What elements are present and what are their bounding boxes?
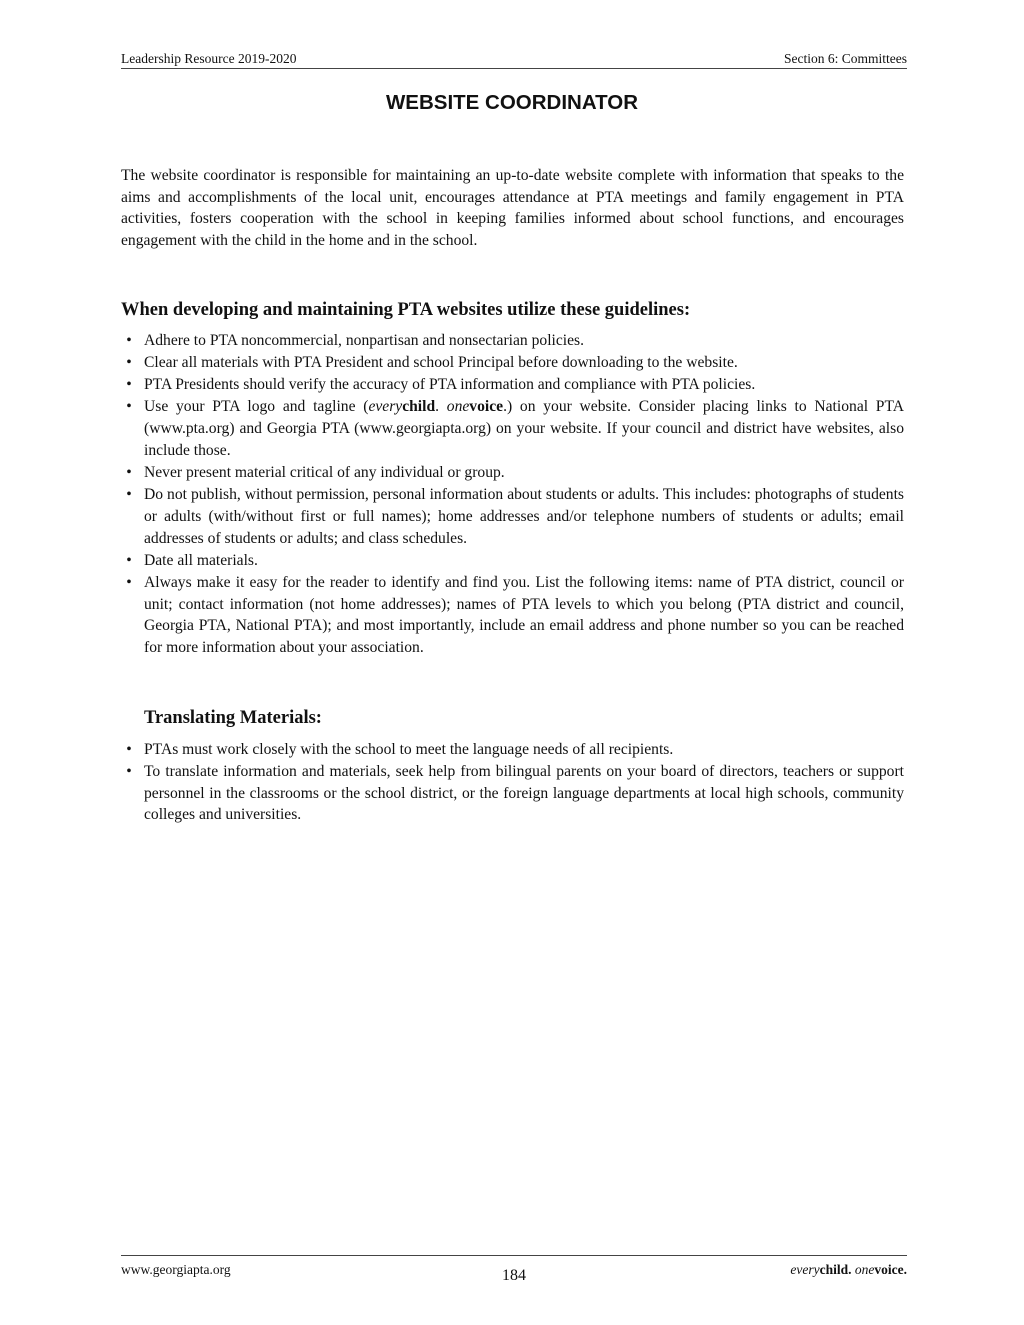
guidelines-list xyxy=(121,330,904,659)
page-number: 184 xyxy=(502,1267,526,1284)
page-title: WEBSITE COORDINATOR xyxy=(385,91,639,114)
list-item-text: Adhere to PTA noncommercial, nonpartisan and nonsectarian policies. xyxy=(144,331,585,349)
bullet-icon: • xyxy=(126,551,132,569)
list-item xyxy=(121,330,904,352)
bullet-icon: • xyxy=(126,740,132,758)
list-item-text: PTAs must work closely with the school to meet the language needs of all recipients. xyxy=(144,740,674,758)
translating-heading: Translating Materials: xyxy=(144,707,322,728)
list-item xyxy=(121,484,904,549)
page-header xyxy=(121,50,907,69)
bullet-icon: • xyxy=(126,354,132,372)
list-item xyxy=(121,462,904,484)
tagline-child: child xyxy=(402,398,436,416)
intro-paragraph: The website coordinator is responsible for maintaining an up-to-date website complete with information that speaks to the aims and accomplishments of the local unit, encourages attendance at PTA meetings and family engagement in PTA activities, fosters cooperation with the school in keeping families informed about school functions, and encourages engagement with the child in the home and in the school. xyxy=(121,167,904,250)
page-content xyxy=(121,165,904,827)
list-item xyxy=(121,374,904,396)
footer-tagline-one: one xyxy=(854,1262,875,1277)
list-item xyxy=(121,352,904,374)
translating-list xyxy=(121,739,904,826)
list-item-text: Clear all materials with PTA President and school Principal before downloading to the website. xyxy=(144,354,738,372)
list-item xyxy=(121,739,904,761)
list-item xyxy=(121,572,904,659)
list-item xyxy=(121,761,904,826)
list-item-text xyxy=(144,398,904,458)
list-item-text: Do not publish, without permission, personal information about students or adults. This includes: photographs of students or adults (with/without first or full names); home addresses and/or telephone numbers of students or adults; email addresses of students or adults; and class schedules. xyxy=(144,486,904,547)
bullet-icon: • xyxy=(126,376,132,394)
footer-website-link[interactable]: www.georgiapta.org xyxy=(121,1262,231,1277)
bullet-icon: • xyxy=(126,331,132,349)
list-item xyxy=(121,396,904,461)
header-document-title: Leadership Resource 2019-2020 xyxy=(121,51,297,66)
bullet-icon: • xyxy=(126,763,132,781)
bullet-icon: • xyxy=(126,574,132,592)
footer-tagline-every: every xyxy=(790,1262,820,1277)
footer-tagline xyxy=(790,1262,907,1278)
list-item-text-before: Use your PTA logo and tagline ( xyxy=(144,398,369,416)
list-item-text: To translate information and materials, seek help from bilingual parents on your board of directors, teachers or support personnel in the classrooms or the school district, or the foreign language departments at local high schools, community colleges and universities. xyxy=(144,763,904,824)
footer-tagline-voice: voice. xyxy=(874,1262,907,1277)
header-section-title: Section 6: Committees xyxy=(784,51,907,66)
guidelines-heading: When developing and maintaining PTA websites utilize these guidelines: xyxy=(121,299,691,320)
bullet-icon: • xyxy=(126,398,132,416)
bullet-icon: • xyxy=(126,486,132,504)
list-item-text: Date all materials. xyxy=(144,551,258,569)
page-footer xyxy=(121,1255,907,1296)
list-item-text-after: .) on your website. Consider placing links to National PTA (www.pta.org) and Georgia PTA (www.georgiapta.org) on your website. If your council and district have websites, also include those. xyxy=(144,398,905,459)
tagline-one: one xyxy=(446,398,470,416)
list-item-text: Always make it easy for the reader to identify and find you. List the following items: name of PTA district, council or unit; contact information (not home addresses); names of PTA levels to which you belong (PTA district and council, Georgia PTA, National PTA); and most importantly, include an email address and phone number so you can be reached for more information about your association. xyxy=(144,574,904,657)
bullet-icon: • xyxy=(126,464,132,482)
tagline-separator: . xyxy=(435,398,447,416)
list-item-text: Never present material critical of any individual or group. xyxy=(144,464,505,482)
list-item-text: PTA Presidents should verify the accuracy of PTA information and compliance with PTA policies. xyxy=(144,376,756,394)
tagline-voice: voice xyxy=(469,398,504,416)
tagline-every: every xyxy=(368,398,403,416)
footer-tagline-child: child. xyxy=(819,1262,852,1277)
list-item xyxy=(121,550,904,572)
